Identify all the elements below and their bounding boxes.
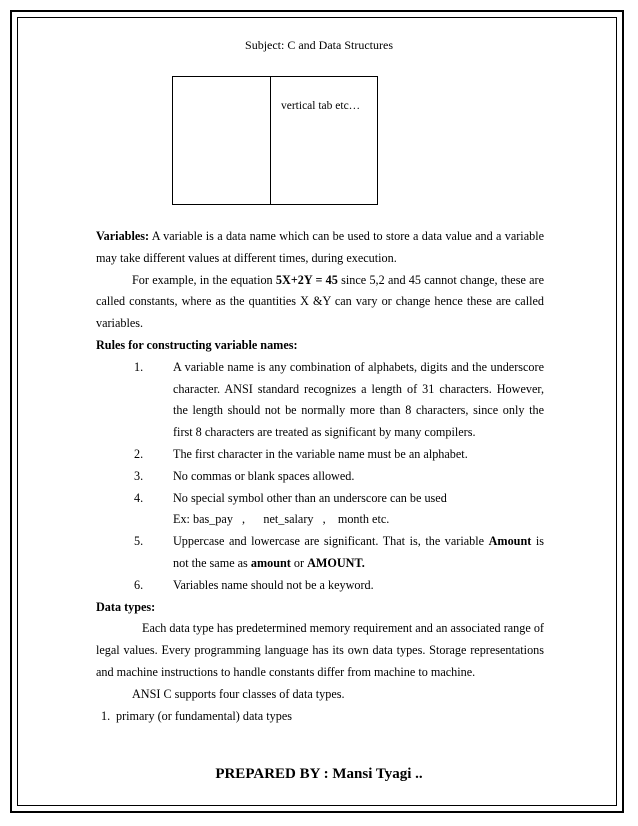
rule-item	[96, 575, 544, 597]
rule-item	[96, 444, 544, 466]
rule-text	[173, 531, 544, 575]
equation: 5X+2Y = 45	[275, 272, 338, 287]
example-text-a: For example, in the equation	[132, 272, 276, 287]
rule-bold-c: AMOUNT.	[307, 555, 365, 570]
footer-prepared-by: PREPARED BY : Mansi Tyagi ..	[215, 766, 423, 782]
rule-text: The first character in the variable name must be an alphabet.	[173, 446, 468, 461]
rule-text: No special symbol other than an underscore can be used	[173, 490, 447, 505]
rule-bold-a: Amount	[488, 534, 532, 549]
example-text-b: since 5,2 and 45 cannot change, these are called constants, where as the quantities X &Y can vary or change hence these are called variables.	[96, 272, 544, 331]
datatypes-classes-paragraph: ANSI C supports four classes of data types.	[132, 686, 345, 701]
rule-text-a: Uppercase and lowercase are significant. That is, the variable	[173, 534, 489, 549]
rule-bold-b: amount	[250, 555, 291, 570]
table-fragment	[172, 76, 378, 205]
rule-item	[96, 466, 544, 488]
list-item	[96, 706, 544, 728]
rule-text: No commas or blank spaces allowed.	[173, 468, 355, 483]
variables-definition: A variable is a data name which can be used to store a data value and a variable may take different values at different times, during execution.	[96, 229, 544, 265]
rule-text: Variables name should not be a keyword.	[173, 577, 374, 592]
rule-number: 5.	[134, 534, 144, 549]
variables-heading: Variables:	[96, 229, 150, 243]
list-number: 1.	[101, 708, 111, 723]
rule-number: 6.	[134, 577, 144, 592]
example-label: Ex: bas_pay ,	[173, 512, 246, 527]
variables-example-paragraph	[96, 270, 544, 335]
variables-paragraph	[96, 226, 544, 270]
rule-item	[96, 357, 544, 444]
rule-number: 1.	[134, 359, 144, 374]
rule-text-c: or	[290, 555, 308, 570]
table-divider	[270, 77, 271, 204]
rule-item	[96, 531, 544, 575]
rule-number: 4.	[134, 490, 144, 505]
example-line	[173, 509, 544, 531]
rules-heading: Rules for constructing variable names:	[96, 337, 298, 352]
rule-text: A variable name is any combination of alphabets, digits and the underscore character. ANSI standard recognizes a length of 31 characters. However, the length should not be normally more than 8 characters, since only the first 8 characters are treated as significant by many compilers.	[173, 359, 544, 440]
rule-item	[96, 488, 544, 510]
document-body	[96, 226, 544, 727]
list-text: primary (or fundamental) data types	[116, 708, 292, 723]
example-end: month etc.	[337, 512, 390, 527]
rule-number: 2.	[134, 446, 144, 461]
rule-example	[96, 509, 544, 531]
rule-number: 3.	[134, 468, 144, 483]
page-header-subject: Subject: C and Data Structures	[245, 38, 393, 52]
datatypes-heading: Data types:	[96, 599, 156, 614]
table-cell-text: vertical tab etc…	[281, 100, 361, 112]
rule-text-b: is not the same as	[173, 534, 544, 570]
datatypes-paragraph: Each data type has predetermined memory requirement and an associated range of legal values. Every programming language has its own data types. Storage representations and machine instructions to handle constants differ from machine to machine.	[96, 621, 544, 679]
example-mid: net_salary ,	[263, 512, 326, 527]
